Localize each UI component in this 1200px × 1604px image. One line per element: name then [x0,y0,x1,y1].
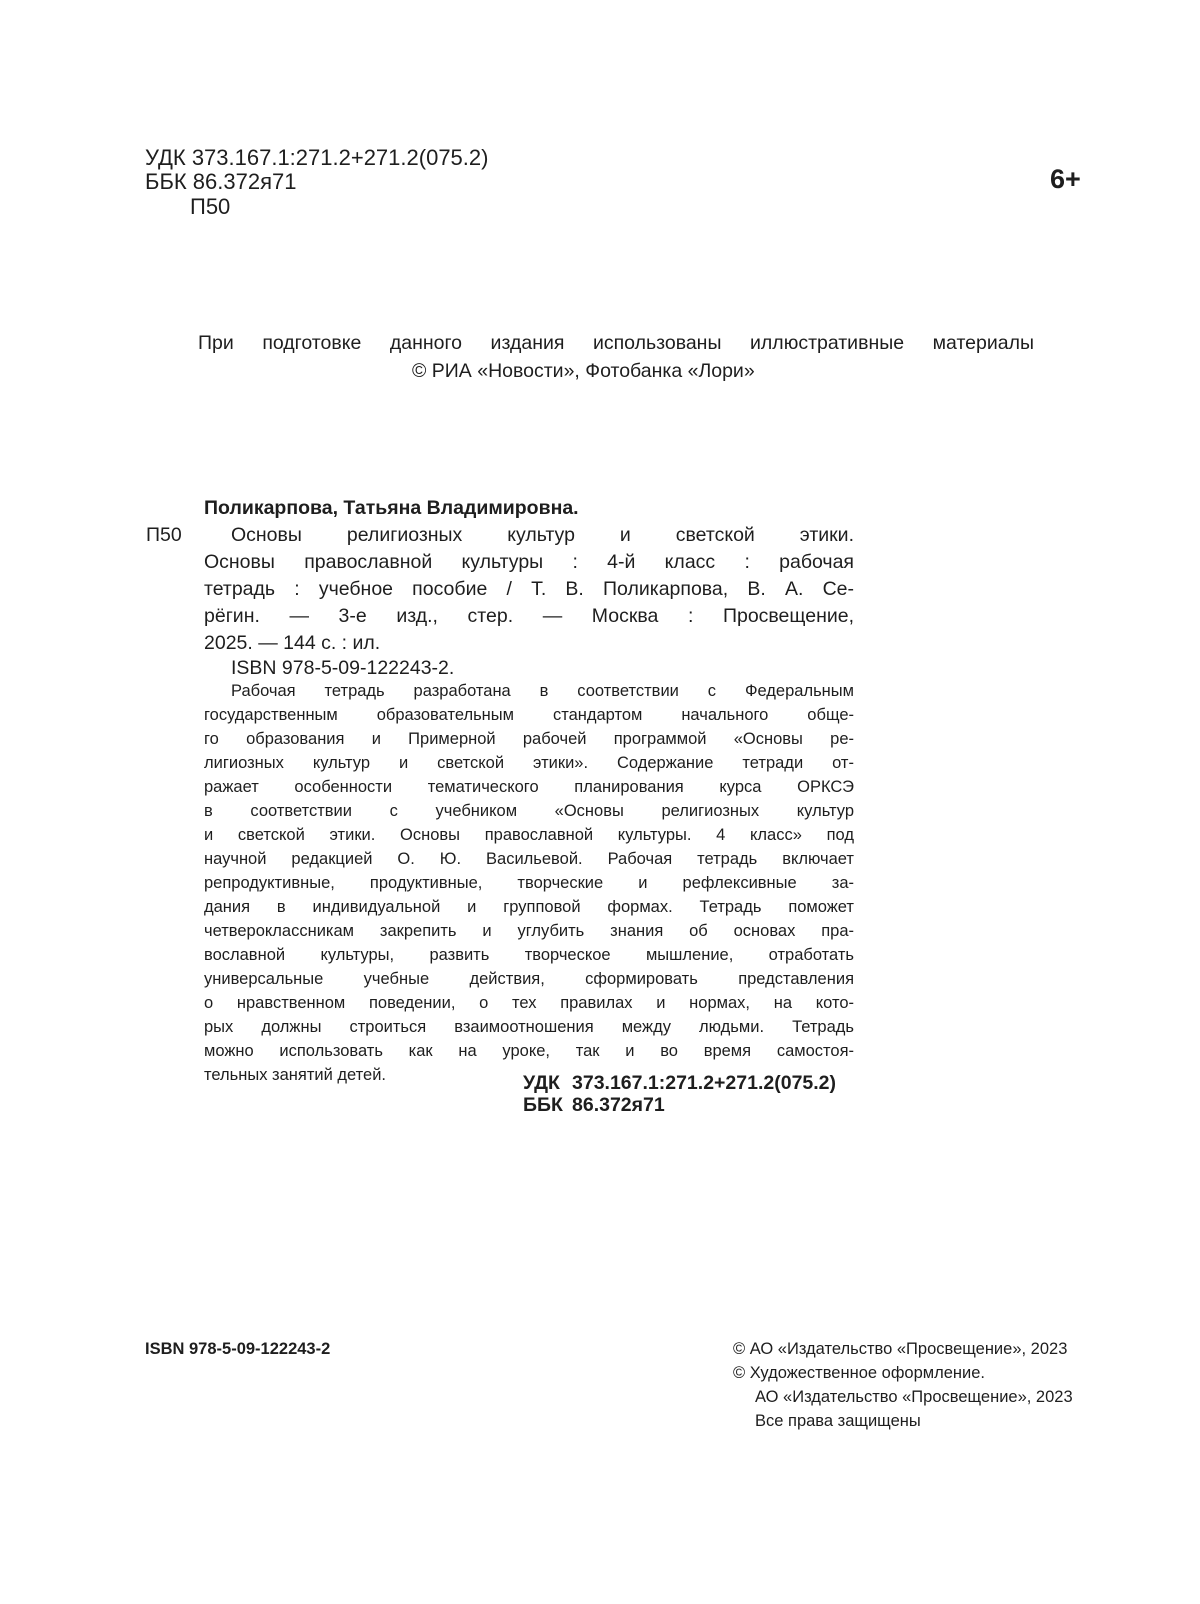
illustrations-note-line2: © РИА «Новости», Фотобанка «Лори» [412,360,755,382]
catalog-bbk-label: ББК [523,1094,563,1116]
annotation-line: государственным образовательным стандартом начального обще- [204,706,854,724]
annotation-line: вославной культуры, развить творческое мышление, отработать [204,946,854,964]
catalog-udk-label: УДК [523,1072,560,1094]
annotation-line: дания в индивидуальной и групповой формах. Тетрадь поможет [204,898,854,916]
annotation-line: Рабочая тетрадь разработана в соответствии с Федеральным [231,682,854,700]
annotation-line: репродуктивные, продуктивные, творческие и рефлексивные за- [204,874,854,892]
footer-copyright-line: © Художественное оформление. [733,1364,985,1382]
bbk-code-top: ББК 86.372я71 [145,169,297,194]
catalog-isbn: ISBN 978-5-09-122243-2. [231,657,455,679]
annotation-line: рых должны строиться взаимоотношения между людьми. Тетрадь [204,1018,854,1036]
catalog-title-block [204,522,854,657]
annotation-line: лигиозных культур и светской этики». Содержание тетради от- [204,754,854,772]
annotation-line: в соответствии с учебником «Основы религиозных культур [204,802,854,820]
catalog-shelf-mark: П50 [146,524,182,546]
author-mark-top: П50 [190,194,231,219]
annotation-line: можно использовать как на уроке, так и во время самостоя- [204,1042,854,1060]
udk-code-top: УДК 373.167.1:271.2+271.2(075.2) [145,145,489,170]
footer-copyright-line: АО «Издательство «Просвещение», 2023 [755,1388,1073,1406]
footer-copyright-line: © АО «Издательство «Просвещение», 2023 [733,1340,1068,1358]
age-rating: 6+ [1050,164,1081,194]
annotation-line: ражает особенности тематического планирования курса ОРКСЭ [204,778,854,796]
footer-isbn: ISBN 978-5-09-122243-2 [145,1340,331,1358]
annotation-line: универсальные учебные действия, сформировать представления [204,970,854,988]
catalog-title-line: тетрадь : учебное пособие / Т. В. Поликарпова, В. А. Се- [204,578,854,600]
annotation-line: о нравственном поведении, о тех правилах и нормах, на кото- [204,994,854,1012]
catalog-bbk-value: 86.372я71 [572,1094,665,1116]
illustrations-note-line1: При подготовке данного издания использованы иллюстративные материалы [198,332,1034,354]
annotation-line: го образования и Примерной рабочей программой «Основы ре- [204,730,854,748]
catalog-udk-value: 373.167.1:271.2+271.2(075.2) [572,1072,837,1094]
annotation-line: тельных занятий детей. [204,1066,386,1084]
annotation-line: научной редакцией О. Ю. Васильевой. Рабочая тетрадь включает [204,850,854,868]
annotation-line: четвероклассникам закрепить и углубить знания об основах пра- [204,922,854,940]
catalog-title-line: рёгин. — 3-е изд., стер. — Москва : Просвещение, [204,605,854,627]
catalog-title-line: Основы религиозных культур и светской этики. [231,524,854,546]
catalog-title-line: 2025. — 144 с. : ил. [204,632,381,654]
footer-copyright-line: Все права защищены [755,1412,921,1430]
catalog-author: Поликарпова, Татьяна Владимировна. [204,497,579,519]
catalog-title-line: Основы православной культуры : 4-й класс : рабочая [204,551,854,573]
annotation-block [204,679,854,1087]
annotation-line: и светской этики. Основы православной культуры. 4 класс» под [204,826,854,844]
